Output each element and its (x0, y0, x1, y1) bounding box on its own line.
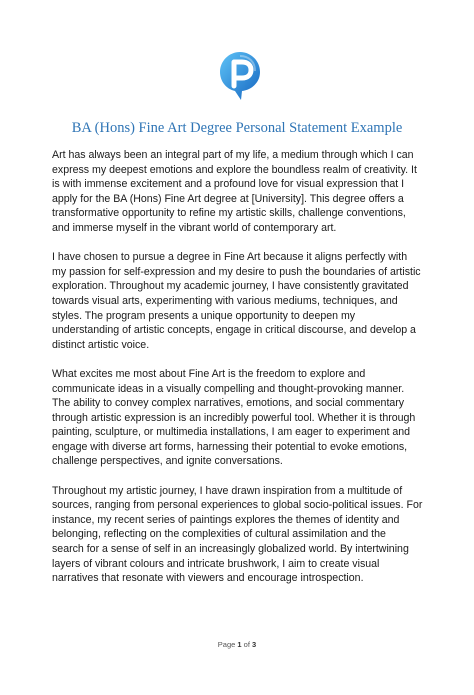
text-line: understanding of artistic concepts, engage in critical discourse, and develop a (52, 324, 416, 337)
text-line: I have chosen to pursue a degree in Fine Art because it aligns perfectly with (52, 251, 408, 264)
text-line: sources, ranging from personal experiences to global socio-political issues. For (52, 499, 423, 512)
text-line: What excites me most about Fine Art is the freedom to explore and (52, 367, 366, 380)
text-line: and immerse myself in the vibrant world of contemporary art. (52, 221, 337, 234)
text-line: towards visual arts, experimenting with various mediums, techniques, and (52, 294, 398, 307)
text-line: Art has always been an integral part of my life, a medium through which I can (52, 149, 414, 161)
text-line: my passion for self-expression and my desire to push the boundaries of artistic (52, 265, 421, 278)
text-line: express my deepest emotions and explore the boundless realm of creativity. It (52, 163, 417, 176)
paragraph (52, 250, 430, 352)
text-line: through artistic expression is an incredibly powerful tool. Whether it is through (52, 411, 416, 424)
text-line: belonging, reflecting on the complexities of cultural assimilation and the (52, 528, 386, 541)
text-line: exploration. Throughout my academic journey, I have consistently gravitated (52, 280, 409, 293)
text-line: styles. The program presents a unique opportunity to deepen my (52, 309, 356, 322)
text-line: communicate ideas in a visually compelling and thought-provoking manner. (52, 382, 405, 395)
text-line: transformative opportunity to refine my artistic skills, challenge conventions, (52, 207, 406, 220)
of-word: of (243, 640, 250, 649)
p-logo-icon (218, 50, 262, 102)
page-number (0, 640, 474, 649)
text-line: layers of vibrant colours and intricate brushwork, I aim to create visual (52, 557, 380, 570)
text-line: instance, my recent series of paintings explores the themes of identity and (52, 513, 400, 526)
statement-body (52, 148, 430, 600)
text-line: Throughout my artistic journey, I have drawn inspiration from a multitude of (52, 484, 403, 497)
text-line: search for a sense of self in an increasingly globalized world. By intertwining (52, 543, 409, 556)
document-title: BA (Hons) Fine Art Degree Personal Statement Example (71, 120, 403, 136)
text-line: engage with diverse art forms, harnessing their potential to evoke emotions, (52, 440, 408, 453)
paragraph (52, 484, 430, 586)
paragraph (52, 367, 430, 469)
text-line: challenge perspectives, and ignite conversations. (52, 455, 283, 468)
text-line: is with immense excitement and a profound love for visual expression that I (52, 178, 405, 191)
text-line: narratives that resonate with viewers and encourage introspection. (52, 572, 364, 585)
current-page: 1 (237, 640, 242, 649)
paragraph (52, 148, 430, 236)
text-line: apply for the BA (Hons) Fine Art degree at [University]. This degree offers a (52, 192, 404, 205)
text-line: painting, sculpture, or multimedia installations, I am eager to experiment and (52, 426, 411, 439)
total-pages: 3 (252, 640, 257, 649)
text-line: The ability to convey complex narratives, emotions, and social commentary (52, 397, 405, 410)
text-line: distinct artistic voice. (52, 338, 150, 351)
page-word: Page (217, 640, 236, 649)
